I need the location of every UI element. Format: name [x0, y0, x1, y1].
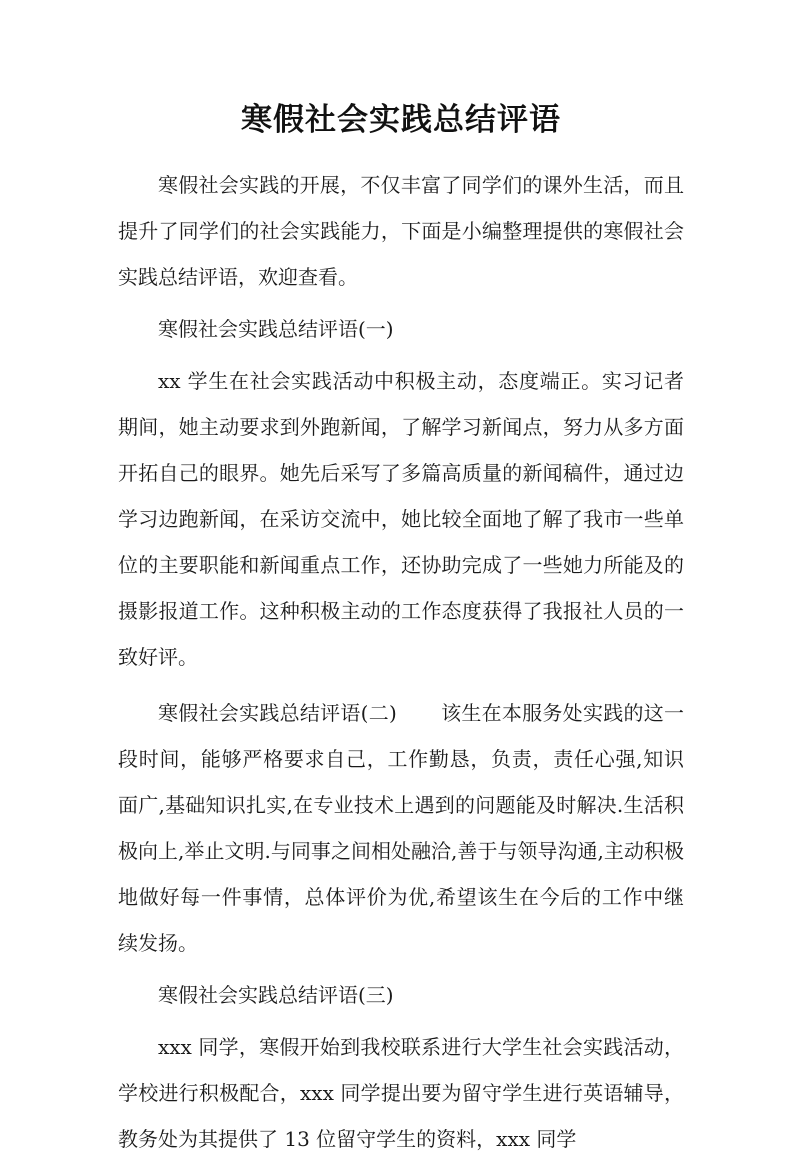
- document-title: 寒假社会实践总结评语: [241, 102, 561, 138]
- section-1-body: xx 学生在社会实践活动中积极主动，态度端正。实习记者期间，她主动要求到外跑新闻，了解学习新闻点，努力从多方面开拓自己的眼界。她先后采写了多篇高质量的新闻稿件，通过边学习边跑新闻，在采访交流中，她比较全面地了解了我市一些单位的主要职能和新闻重点工作，还协助完成了一些她力所能及的摄影报道工作。这种积极主动的工作态度获得了我报社人员的一致好评。: [118, 369, 684, 669]
- section-3-heading: 寒假社会实践总结评语(三): [158, 983, 394, 1007]
- section-1-heading: 寒假社会实践总结评语(一): [158, 317, 394, 341]
- section-2-paragraph: [118, 690, 684, 966]
- intro-paragraph: 寒假社会实践的开展，不仅丰富了同学们的课外生活，而且提升了同学们的社会实践能力，下面是小编整理提供的寒假社会实践总结评语，欢迎查看。: [118, 173, 684, 289]
- section-2-heading: 寒假社会实践总结评语(二): [158, 701, 397, 725]
- section-3-body: xxx 同学，寒假开始到我校联系进行大学生社会实践活动，学校进行积极配合，xxx 同学提出要为留守学生进行英语辅导，教务处为其提供了 13 位留守学生的资料，xxx 同学: [118, 1035, 684, 1151]
- section-2-body: 该生在本服务处实践的这一段时间，能够严格要求自己，工作勤恳，负责，责任心强,知识面广,基础知识扎实,在专业技术上遇到的问题能及时解决.生活积极向上,举止文明.与同事之间相处融洽,善于与领导沟通,主动积极地做好每一件事情，总体评价为优,希望该生在今后的工作中继续发扬。: [118, 701, 685, 955]
